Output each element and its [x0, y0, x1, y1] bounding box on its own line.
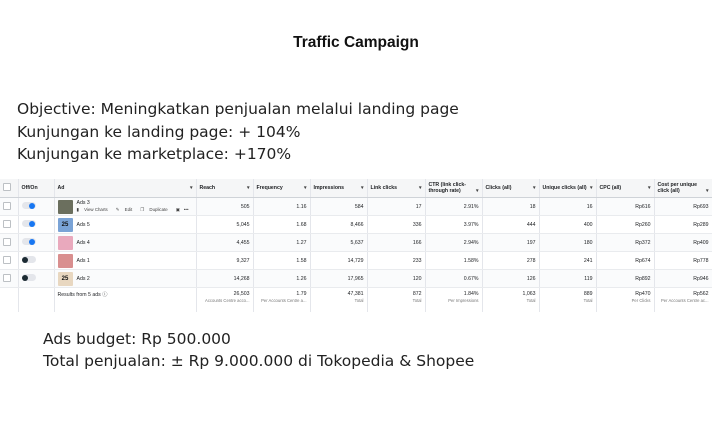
total-clicks: 1,063 Total — [482, 288, 539, 313]
total-ctr: 1.84% Per Impressions — [425, 288, 482, 313]
sort-icon: ▾ — [532, 185, 536, 191]
cell-reach: 14,268 — [196, 270, 253, 288]
duplicate-link[interactable]: ❐ Duplicate — [140, 207, 168, 212]
ad-row-actions — [77, 207, 193, 213]
cell-frequency: 1.58 — [253, 252, 310, 270]
cell-impressions: 5,637 — [310, 234, 367, 252]
edit-link[interactable]: ✎ Edit — [115, 207, 133, 212]
ads-table — [0, 179, 712, 312]
ad-toggle[interactable] — [18, 234, 54, 252]
sort-icon: ▾ — [475, 188, 479, 194]
info-icon[interactable]: ⓘ — [102, 292, 108, 298]
cell-reach: 9,327 — [196, 252, 253, 270]
header-cpc[interactable]: CPC (all) ▾ — [596, 179, 654, 198]
cell-ctr: 3.97% — [425, 216, 482, 234]
cell-impressions: 584 — [310, 198, 367, 216]
header-off-on[interactable]: Off/On — [18, 179, 54, 198]
cell-clicks: 126 — [482, 270, 539, 288]
sort-icon: ▾ — [303, 185, 307, 191]
header-reach[interactable]: Reach ▾ — [196, 179, 253, 198]
cell-link-clicks: 120 — [367, 270, 425, 288]
view-charts-link[interactable]: ▮ View Charts — [76, 207, 108, 212]
ad-toggle[interactable] — [18, 252, 54, 270]
ad-name[interactable]: Ads 5 — [76, 221, 90, 228]
header-frequency[interactable]: Frequency ▾ — [253, 179, 310, 198]
cell-link-clicks: 166 — [367, 234, 425, 252]
row-checkbox[interactable] — [0, 234, 18, 252]
cell-clicks: 278 — [482, 252, 539, 270]
table-row[interactable] — [0, 198, 712, 216]
ad-toggle[interactable] — [18, 198, 54, 216]
ad-toggle[interactable] — [18, 216, 54, 234]
header-unique-clicks[interactable]: Unique clicks (all) ▾ — [539, 179, 596, 198]
cell-reach: 505 — [196, 198, 253, 216]
cell-ctr: 0.67% — [425, 270, 482, 288]
ads-table-screenshot — [0, 179, 712, 312]
cell-clicks: 18 — [482, 198, 539, 216]
cell-cpuc: Rp409 — [654, 234, 712, 252]
total-link-clicks: 872 Total — [367, 288, 425, 313]
total-frequency: 1.79 Per Accounts Centre a... — [253, 288, 310, 313]
ad-thumbnail — [58, 200, 73, 214]
results-label-cell: Results from 5 ads ⓘ — [54, 288, 196, 313]
ad-name[interactable]: Ads 3 — [76, 200, 90, 206]
header-clicks-all[interactable]: Clicks (all) ▾ — [482, 179, 539, 198]
ad-thumbnail — [58, 236, 73, 250]
ad-thumbnail: 25 — [58, 272, 73, 286]
cell-frequency: 1.27 — [253, 234, 310, 252]
table-row[interactable] — [0, 234, 712, 252]
cell-cpc: Rp260 — [596, 216, 654, 234]
row-checkbox[interactable] — [0, 216, 18, 234]
ad-cell[interactable] — [54, 198, 196, 216]
more-options-button[interactable]: ••• — [183, 207, 189, 212]
header-impressions[interactable]: Impressions ▾ — [310, 179, 367, 198]
total-cpc: Rp470 Per Clicks — [596, 288, 654, 313]
cell-reach: 4,455 — [196, 234, 253, 252]
campaign-summary — [17, 98, 459, 166]
total-unique-clicks: 889 Total — [539, 288, 596, 313]
ad-name[interactable]: Ads 2 — [76, 275, 90, 282]
table-row[interactable] — [0, 270, 712, 288]
cell-ctr: 1.58% — [425, 252, 482, 270]
cell-cpuc: Rp289 — [654, 216, 712, 234]
total-reach: 26,503 Accounts Centre acco... — [196, 288, 253, 313]
row-checkbox[interactable] — [0, 198, 18, 216]
marketplace-visits-text: Kunjungan ke marketplace: +170% — [17, 145, 292, 163]
ad-cell[interactable] — [54, 216, 196, 234]
cell-unique-clicks: 180 — [539, 234, 596, 252]
landing-page-visits-text: Kunjungan ke landing page: + 104% — [17, 122, 301, 141]
cell-cpuc: Rp693 — [654, 198, 712, 216]
cell-frequency: 1.16 — [253, 198, 310, 216]
total-cpuc: Rp562 Per Accounts Centre ac... — [654, 288, 712, 313]
page-title: Traffic Campaign — [293, 34, 419, 51]
table-row[interactable] — [0, 216, 712, 234]
header-ad[interactable]: Ad ▾ — [54, 179, 196, 198]
cell-unique-clicks: 119 — [539, 270, 596, 288]
ad-cell[interactable] — [54, 252, 196, 270]
cell-cpc: Rp372 — [596, 234, 654, 252]
sort-icon: ▾ — [647, 185, 651, 191]
ad-toggle[interactable] — [18, 270, 54, 288]
ads-budget-text: Ads budget: Rp 500.000 — [43, 330, 231, 348]
cell-cpuc: Rp778 — [654, 252, 712, 270]
cell-link-clicks: 17 — [367, 198, 425, 216]
row-checkbox[interactable] — [0, 270, 18, 288]
sort-icon: ▾ — [360, 185, 364, 191]
ad-name[interactable]: Ads 4 — [76, 239, 90, 246]
cell-clicks: 197 — [482, 234, 539, 252]
cell-unique-clicks: 400 — [539, 216, 596, 234]
table-row[interactable] — [0, 252, 712, 270]
table-header-row — [0, 179, 712, 198]
ad-name[interactable]: Ads 1 — [76, 257, 90, 264]
row-checkbox[interactable] — [0, 252, 18, 270]
sort-icon: ▾ — [189, 185, 193, 191]
cell-cpc: Rp674 — [596, 252, 654, 270]
header-link-clicks[interactable]: Link clicks ▾ — [367, 179, 425, 198]
cell-link-clicks: 233 — [367, 252, 425, 270]
cell-impressions: 17,965 — [310, 270, 367, 288]
sort-icon: ▾ — [589, 185, 593, 191]
ad-cell[interactable] — [54, 270, 196, 288]
sort-icon: ▾ — [246, 185, 250, 191]
chart-icon: ▮ — [76, 207, 79, 212]
total-impressions: 47,381 Total — [310, 288, 367, 313]
cell-unique-clicks: 241 — [539, 252, 596, 270]
sort-icon: ▾ — [705, 188, 709, 194]
header-cost-per-unique-click[interactable]: Cost per unique click (all) ▾ — [654, 179, 712, 198]
total-sales-text: Total penjualan: ± Rp 9.000.000 di Tokopedia & Shopee — [43, 352, 475, 370]
cell-ctr: 2.94% — [425, 234, 482, 252]
cell-unique-clicks: 16 — [539, 198, 596, 216]
pencil-icon: ✎ — [115, 207, 120, 212]
cell-ctr: 2.91% — [425, 198, 482, 216]
cell-cpc: Rp616 — [596, 198, 654, 216]
ad-thumbnail — [58, 254, 73, 268]
ad-thumbnail: 25 — [58, 218, 73, 232]
objective-text: Objective: Meningkatkan penjualan melalui landing page — [17, 100, 459, 118]
select-all-checkbox[interactable] — [0, 179, 18, 198]
cell-cpc: Rp892 — [596, 270, 654, 288]
budget-summary — [43, 328, 474, 372]
cell-cpuc: Rp946 — [654, 270, 712, 288]
cell-impressions: 14,729 — [310, 252, 367, 270]
cell-impressions: 8,466 — [310, 216, 367, 234]
cell-frequency: 1.68 — [253, 216, 310, 234]
cell-clicks: 444 — [482, 216, 539, 234]
header-ctr[interactable]: CTR (link click-through rate) ▾ — [425, 179, 482, 198]
sort-icon: ▾ — [418, 185, 422, 191]
results-row — [0, 288, 712, 313]
cell-link-clicks: 336 — [367, 216, 425, 234]
pin-icon[interactable]: ▣ — [175, 207, 180, 212]
duplicate-icon: ❐ — [140, 207, 145, 212]
ad-cell[interactable] — [54, 234, 196, 252]
cell-reach: 5,045 — [196, 216, 253, 234]
cell-frequency: 1.26 — [253, 270, 310, 288]
